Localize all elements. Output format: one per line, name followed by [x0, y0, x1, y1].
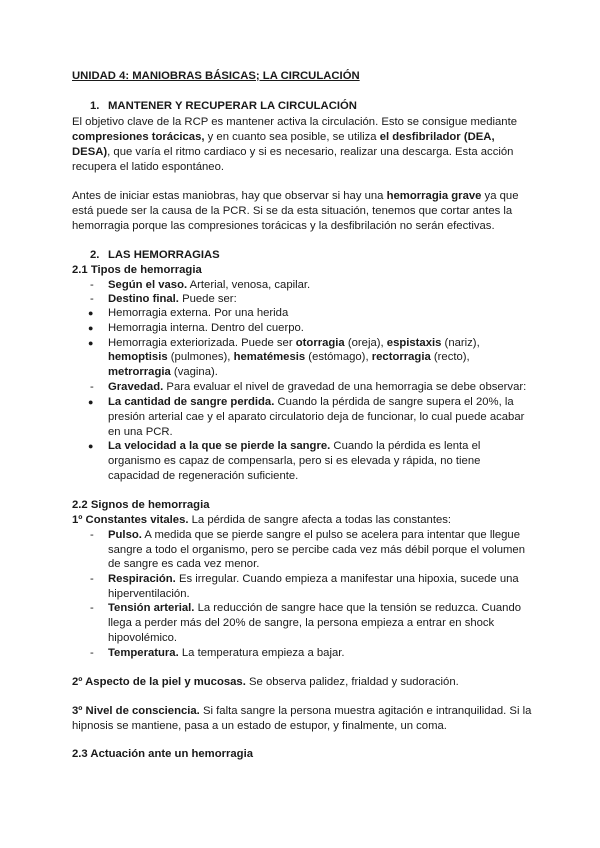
s1-para1-line2: compresiones torácicas, y en cuanto sea posible, se utiliza el desfibrilador (DEA, [72, 131, 495, 143]
list-item: Hemorragia externa. Por una herida [108, 307, 289, 319]
section-1-number: 1. [90, 100, 100, 112]
subsection-2-1-heading: 2.1 Tipos de hemorragia [72, 264, 202, 276]
bullet-marker: ● [88, 397, 94, 407]
list-item: Hemorragia interna. Dentro del cuerpo. [108, 322, 304, 334]
bullet-marker: ● [88, 323, 94, 333]
bullet-marker: ● [88, 308, 94, 318]
list-item-continuation: sangre a todo el organismo, pero se percibe cada vez más débil porque el volumen [108, 544, 525, 556]
list-item: Destino final. Puede ser: [108, 293, 237, 305]
list-item: La cantidad de sangre perdida. Cuando la pérdida de sangre supera el 20%, la [108, 396, 514, 408]
bullet-marker: ● [88, 441, 94, 451]
list-item-continuation: capacidad de regeneración suficiente. [108, 470, 299, 482]
list-item-continuation: presión arterial cae y el aparato circulatorio deja de funcionar, lo cual puede acabar [108, 411, 525, 423]
section-2-heading: LAS HEMORRAGIAS [108, 249, 220, 261]
s1-para2-line3: hemorragia porque las compresiones torácicas y la desfibrilación no serán efectivas. [72, 220, 495, 232]
dash-marker: - [90, 293, 94, 305]
list-item: Según el vaso. Arterial, venosa, capilar. [108, 279, 311, 291]
dash-marker: - [90, 529, 94, 541]
bullet-marker: ● [88, 338, 94, 348]
dash-marker: - [90, 602, 94, 614]
list-item: Pulso. A medida que se pierde sangre el pulso se acelera para intentar que llegue [108, 529, 520, 541]
list-item: Gravedad. Para evaluar el nivel de gravedad de una hemorragia se debe observar: [108, 381, 527, 393]
list-item-continuation: llega a perder más del 20% de sangre, la persona empieza a entrar en shock [108, 617, 495, 629]
list-item-continuation: en una PCR. [108, 426, 173, 438]
section-1-heading: MANTENER Y RECUPERAR LA CIRCULACIÓN [108, 100, 357, 112]
s1-para1-line3: DESA), que varía el ritmo cardiaco y si es necesario, realizar una descarga. Esta acción [72, 146, 514, 158]
list-item-continuation: hipovolémico. [108, 632, 178, 644]
s1-para1-line4: recupera el latido espontáneo. [72, 161, 224, 173]
dash-marker: - [90, 647, 94, 659]
list-item: Temperatura. La temperatura empieza a bajar. [108, 647, 345, 659]
list-item: Hemorragia exteriorizada. Puede ser otorragia (oreja), espistaxis (nariz), [108, 337, 480, 349]
consciousness-line: 3º Nivel de consciencia. Si falta sangre la persona muestra agitación e intranquilidad. Si la [72, 705, 532, 717]
term-compresiones: compresiones torácicas, [72, 131, 205, 143]
skin-aspect-line: 2º Aspecto de la piel y mucosas. Se observa palidez, frialdad y sudoración. [72, 676, 459, 688]
list-item-continuation: organismo es capaz de compensarla, pero si es elevada y rápida, no tiene [108, 455, 481, 467]
s1-para2-line2: está puede ser la causa de la PCR. Si se da esta situación, tenemos que cortar antes la [72, 205, 513, 217]
list-item: Respiración. Es irregular. Cuando empieza a manifestar una hipoxia, sucede una [108, 573, 519, 585]
consciousness-line-continuation: hipnosis se mantiene, pasa a un estado de estupor, y finalmente, un coma. [72, 720, 447, 732]
list-item: Tensión arterial. La reducción de sangre hace que la tensión se reduzca. Cuando [108, 602, 522, 614]
dash-marker: - [90, 279, 94, 291]
subsection-2-2-heading: 2.2 Signos de hemorragia [72, 499, 210, 511]
list-item-continuation: hiperventilación. [108, 588, 190, 600]
subsection-2-3-heading: 2.3 Actuación ante un hemorragia [72, 748, 254, 760]
dash-marker: - [90, 381, 94, 393]
term-hemorragia-grave: hemorragia grave [386, 190, 482, 202]
s1-para2-line1: Antes de iniciar estas maniobras, hay que observar si hay una hemorragia grave ya que [72, 190, 519, 202]
term-desfibrilador: el desfibrilador (DEA, [379, 131, 495, 143]
list-item: La velocidad a la que se pierde la sangre. Cuando la pérdida es lenta el [108, 440, 481, 452]
section-2-number: 2. [90, 249, 100, 261]
list-item-continuation: de sangre es cada vez menor. [108, 558, 260, 570]
dash-marker: - [90, 573, 94, 585]
list-item-continuation: metrorragia (vagina). [108, 366, 218, 378]
list-item-continuation: hemoptisis (pulmones), hematémesis (estómago), rectorragia (recto), [108, 351, 470, 363]
constant-vitals-line: 1º Constantes vitales. La pérdida de sangre afecta a todas las constantes: [72, 514, 452, 526]
s1-para1-line1: El objetivo clave de la RCP es mantener activa la circulación. Esto se consigue mediante [72, 116, 517, 128]
unit-title: UNIDAD 4: MANIOBRAS BÁSICAS; LA CIRCULACIÓN [72, 70, 360, 82]
